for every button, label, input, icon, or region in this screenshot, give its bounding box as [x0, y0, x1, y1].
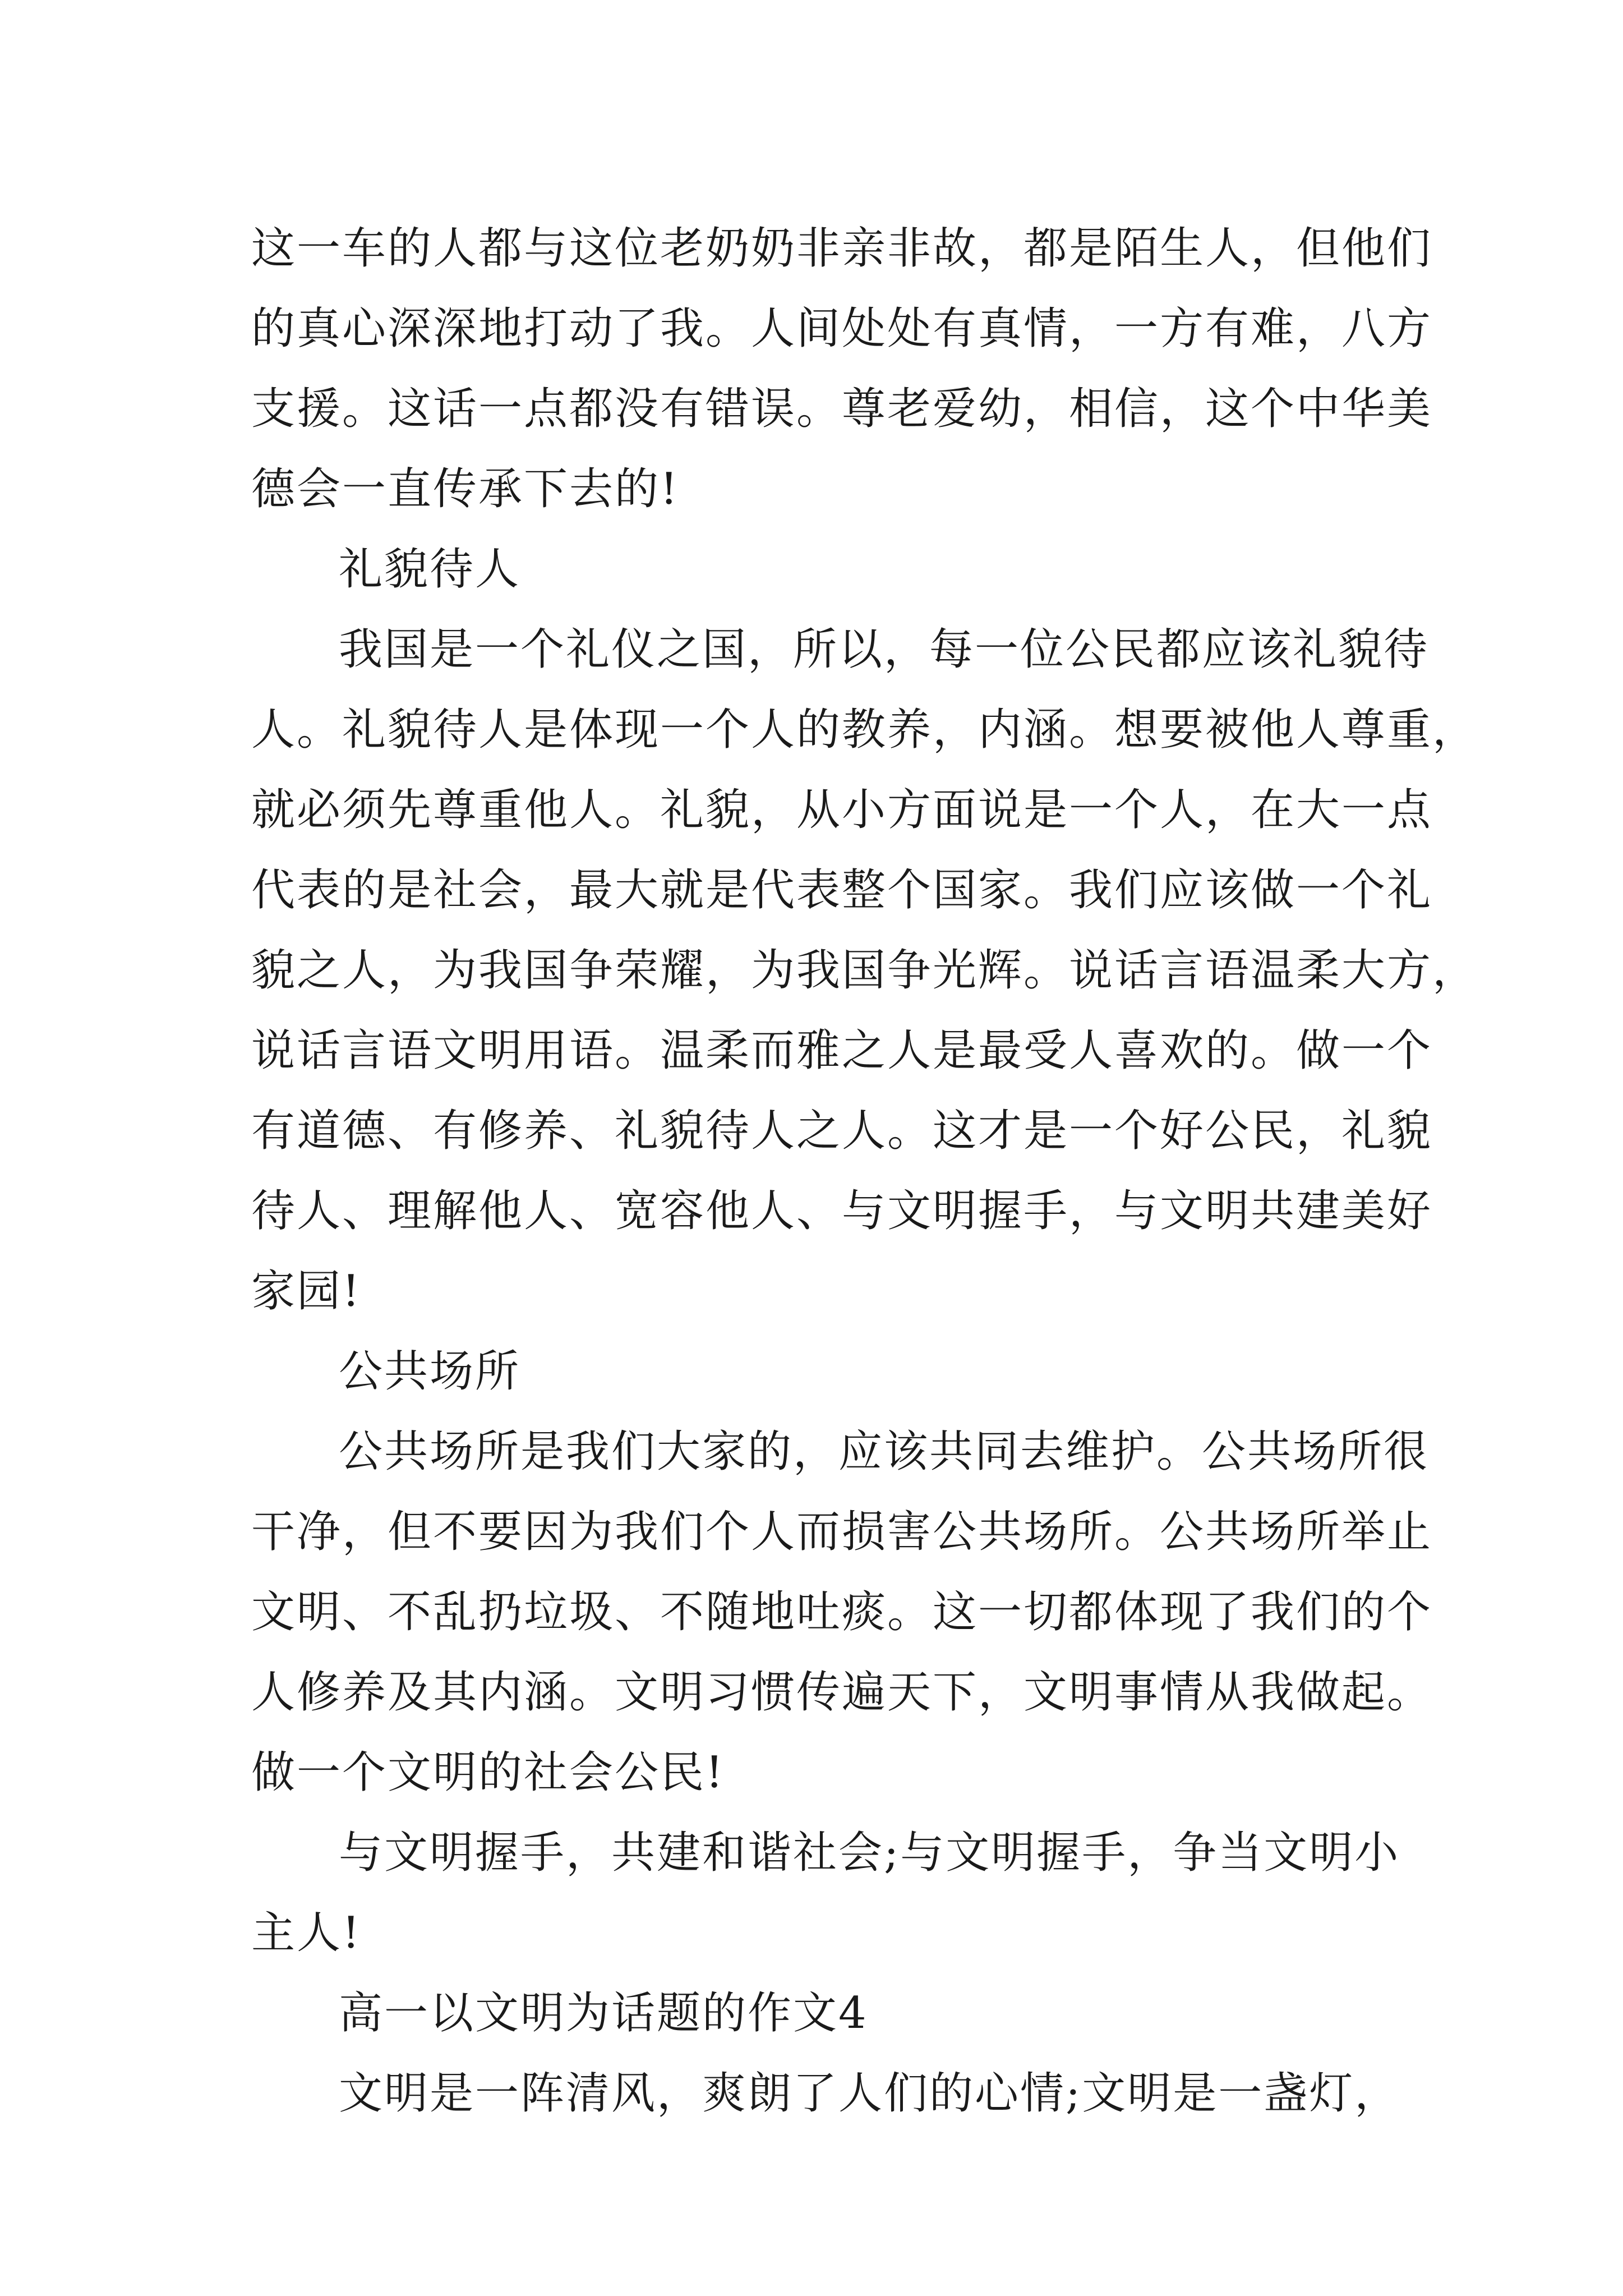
text-line: 干净，但不要因为我们个人而损害公共场所。公共场所举止: [251, 1507, 1433, 1557]
text-line: 主人!: [251, 1908, 362, 1958]
text-line: 我国是一个礼仪之国，所以，每一位公民都应该礼貌待: [339, 624, 1430, 675]
section-heading: 公共场所: [339, 1346, 521, 1397]
text-line: 做一个文明的社会公民!: [251, 1747, 725, 1798]
text-line: 有道德、有修养、礼貌待人之人。这才是一个好公民，礼貌: [251, 1106, 1433, 1156]
document-body: [251, 209, 1478, 2134]
text-line: 家园!: [251, 1266, 362, 1317]
section-heading: 礼貌待人: [339, 544, 521, 595]
text-line: 这一车的人都与这位老奶奶非亲非故，都是陌生人，但他们: [251, 223, 1433, 274]
text-line: 的真心深深地打动了我。人间处处有真情，一方有难，八方: [251, 303, 1433, 354]
text-line: 代表的是社会，最大就是代表整个国家。我们应该做一个礼: [251, 865, 1433, 915]
text-line: 人。礼貌待人是体现一个人的教养，内涵。想要被他人尊重，: [251, 705, 1478, 755]
text-line: 说话言语文明用语。温柔而雅之人是最受人喜欢的。做一个: [251, 1025, 1433, 1076]
essay-title: 高一以文明为话题的作文4: [339, 1988, 868, 2039]
text-line: 就必须先尊重他人。礼貌，从小方面说是一个人，在大一点: [251, 785, 1433, 835]
text-line: 待人、理解他人、宽容他人、与文明握手，与文明共建美好: [251, 1186, 1433, 1236]
text-line: 公共场所是我们大家的，应该共同去维护。公共场所很: [339, 1427, 1430, 1477]
text-line: 支援。这话一点都没有错误。尊老爱幼，相信，这个中华美: [251, 384, 1433, 434]
text-line: 貌之人，为我国争荣耀，为我国争光辉。说话言语温柔大方，: [251, 945, 1478, 996]
text-line: 与文明握手，共建和谐社会;与文明握手，争当文明小: [339, 1828, 1400, 1878]
text-line: 德会一直传承下去的!: [251, 464, 680, 514]
text-line: 人修养及其内涵。文明习惯传遍天下，文明事情从我做起。: [251, 1667, 1433, 1718]
text-line: 文明、不乱扔垃圾、不随地吐痰。这一切都体现了我们的个: [251, 1587, 1433, 1637]
text-line: 文明是一阵清风，爽朗了人们的心情;文明是一盏灯，: [339, 2068, 1400, 2119]
